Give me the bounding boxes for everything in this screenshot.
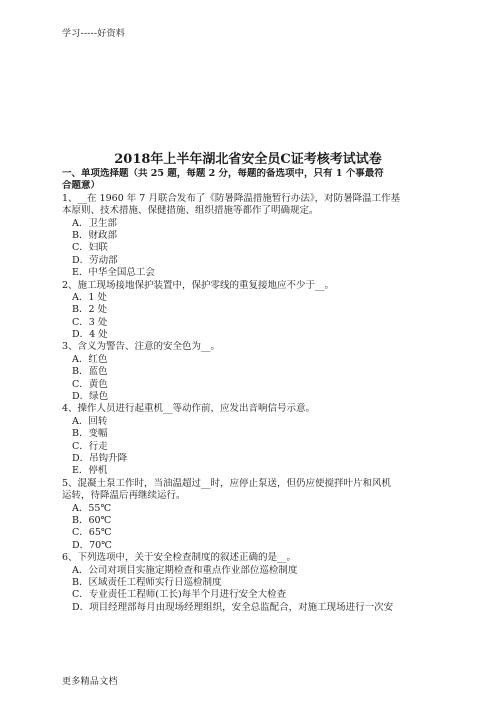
- exam-content: [62, 168, 438, 614]
- document-title: 2018年上半年湖北省安全员C证考核考试试卷: [114, 152, 382, 167]
- answer-option: E．停机: [72, 465, 108, 477]
- answer-option: C．黄色: [72, 378, 108, 390]
- answer-option: C．妇联: [72, 242, 108, 254]
- answer-option: E．中华全国总工会: [72, 267, 155, 279]
- answer-option: D．4 处: [72, 329, 108, 341]
- answer-option: C．专业责任工程师(工长)每半个月进行安全大检查: [72, 589, 287, 601]
- answer-option: A．公司对项目实施定期检查和重点作业部位巡检制度: [72, 564, 298, 576]
- answer-option: D．绿色: [72, 391, 109, 403]
- section-heading: 合题意）: [62, 180, 101, 192]
- section-heading: 一、单项选择题（共 25 题，每题 2 分，每题的备选项中，只有 1 个事最符: [62, 168, 384, 179]
- page-footer: 更多精品文档: [62, 677, 118, 687]
- answer-option: C．3 处: [72, 316, 108, 328]
- answer-option: A．1 处: [72, 291, 107, 303]
- question-text: 5、混凝土泵工作时，当油温超过__时，应停止泵送，但仍应使搅拌叶片和风机: [62, 477, 392, 489]
- answer-option: C．65℃: [72, 527, 112, 539]
- answer-option: C．行走: [72, 440, 108, 452]
- answer-option: B．区域责任工程师实行日巡检制度: [72, 576, 222, 588]
- answer-option: A．卫生部: [72, 217, 117, 229]
- question-text: 本原则、技术措施、保健措施、组织措施等都作了明确规定。: [62, 205, 319, 217]
- answer-option: D．70℃: [72, 539, 112, 551]
- answer-option: D．劳动部: [72, 254, 118, 266]
- page-header: 学习-----好资料: [62, 29, 126, 39]
- answer-option: D．项目经理部每月由现场经理组织，安全总监配合，对施工现场进行一次安: [72, 601, 394, 613]
- question-text: 6、下列选项中，关于安全检查制度的叙述正确的是__。: [62, 552, 297, 564]
- answer-option: A．55℃: [72, 502, 112, 514]
- answer-option: B．蓝色: [72, 366, 108, 378]
- question-text: 4、操作人员进行起重机__等动作前，应发出音响信号示意。: [62, 403, 316, 415]
- question-text: 1、__在 1960 年 7 月联合发布了《防暑降温措施暂行办法》，对防暑降温工作基: [62, 192, 401, 204]
- question-text: 2、施工现场接地保护装置中，保护零线的重复接地应不少于__。: [62, 279, 335, 291]
- question-text: 3、含义为警告、注意的安全色为__。: [62, 341, 221, 353]
- answer-option: B．变幅: [72, 428, 108, 440]
- answer-option: B．财政部: [72, 229, 117, 241]
- answer-option: D．吊钩升降: [72, 452, 128, 464]
- answer-option: A．红色: [72, 353, 108, 365]
- answer-option: B．2 处: [72, 304, 108, 316]
- answer-option: A．回转: [72, 415, 108, 427]
- question-text: 运转，待降温后再继续运行。: [62, 490, 186, 502]
- answer-option: B．60℃: [72, 514, 112, 526]
